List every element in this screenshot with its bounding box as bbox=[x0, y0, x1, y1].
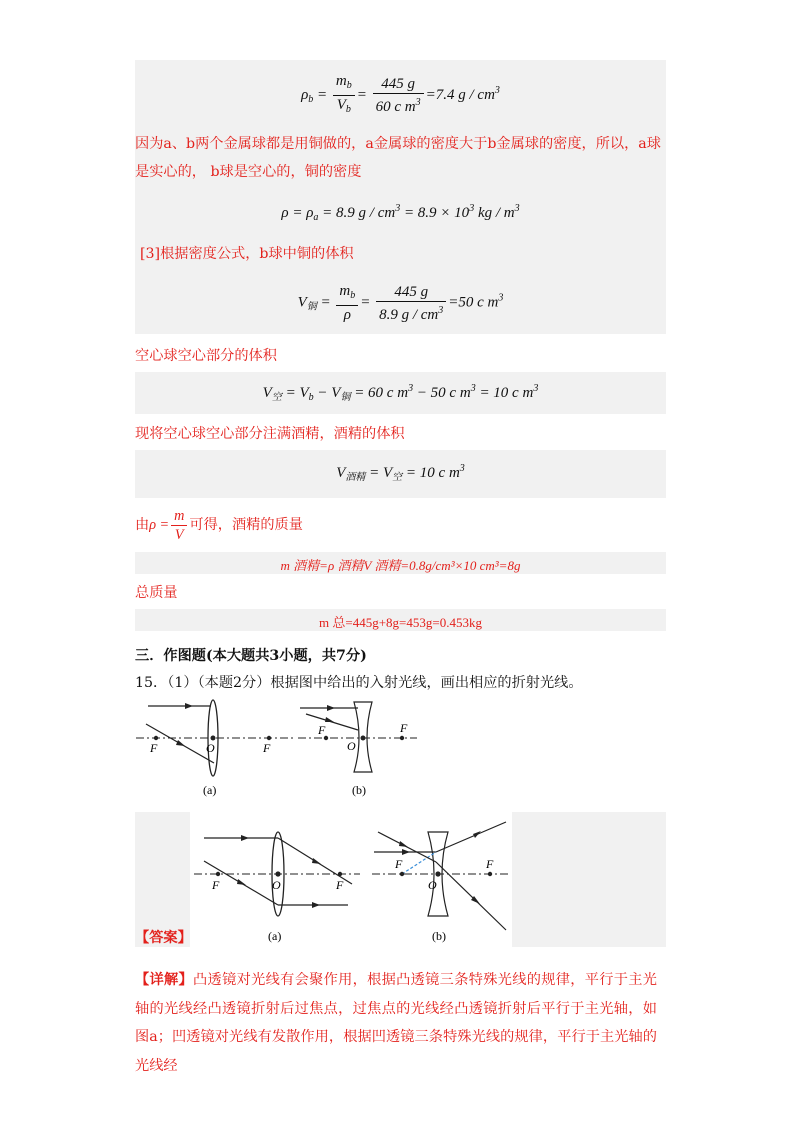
svg-text:F: F bbox=[212, 878, 220, 892]
svg-text:F: F bbox=[486, 857, 494, 871]
paragraph-alcohol-mass: 由ρ = $\frac{m}{V}$ 可得，酒精的质量 bbox=[135, 507, 303, 543]
svg-text:(b): (b) bbox=[432, 929, 446, 943]
explanation-paragraph bbox=[135, 966, 657, 1080]
formula-hollow-volume: $V_空 = V_b - V_铜 = 60$ c $m^3 - 50$ c $m^3 = 10$ c $m^3$ bbox=[262, 383, 539, 403]
svg-text:F: F bbox=[395, 857, 403, 871]
svg-text:O: O bbox=[272, 878, 281, 892]
question-figure-concave bbox=[292, 696, 422, 800]
answer-figure bbox=[190, 812, 512, 947]
paragraph-volume-intro: [3]根据密度公式，b球中铜的体积 bbox=[140, 246, 354, 262]
svg-text:(b): (b) bbox=[352, 783, 366, 797]
question-figure-convex bbox=[130, 696, 300, 800]
svg-text:F: F bbox=[150, 741, 158, 755]
explanation-label: 【详解】 bbox=[135, 972, 194, 988]
svg-text:O: O bbox=[206, 741, 215, 755]
formula-copper-density: $\rho = \rho_a = 8.9$ $g / cm^3 = 8.9 \times 10^3$ kg / $m^3$ bbox=[281, 203, 520, 223]
svg-text:F: F bbox=[263, 741, 271, 755]
formula-total-mass: m 总=445g+8g=453g=0.453kg bbox=[319, 615, 482, 630]
paragraph-total-mass: 总质量 bbox=[135, 585, 178, 601]
formula-density-b: $\rho_b$ = $\frac{m_b}{V_b}$ = $\frac{445 g}{60 c m^3}$ =7.4 g / $cm^3$ bbox=[301, 73, 500, 115]
paragraph-alcohol-volume: 现将空心球空心部分注满酒精，酒精的体积 bbox=[135, 426, 405, 442]
svg-text:O: O bbox=[347, 739, 356, 753]
svg-text:F: F bbox=[400, 721, 408, 735]
paragraph-conclusion: 因为a、b两个金属球都是用铜做的，a金属球的密度大于b金属球的密度，所以，a球是实心的， b球是空心的，铜的密度 bbox=[135, 136, 661, 180]
svg-text:F: F bbox=[318, 723, 326, 737]
svg-text:O: O bbox=[428, 878, 437, 892]
paragraph-hollow-volume: 空心球空心部分的体积 bbox=[135, 348, 277, 364]
svg-text:F: F bbox=[336, 878, 344, 892]
formula-alcohol-volume: $V_{酒精} = V_空 = 10$ c $m^3$ bbox=[336, 463, 465, 483]
svg-text:(a): (a) bbox=[203, 783, 217, 797]
question-15: 15．（1）（本题2分）根据图中给出的入射光线，画出相应的折射光线。 bbox=[135, 675, 583, 691]
formula-copper-volume: $V_铜$ = $\frac{m_b}{\rho}$ = $\frac{445 g}{8.9 g / cm^3}$ =50 c $m^3$ bbox=[297, 283, 504, 323]
section-heading: 三．作图题(本大题共3小题，共7分) bbox=[135, 648, 367, 664]
answer-label: 【答案】 bbox=[135, 930, 192, 946]
svg-text:(a): (a) bbox=[268, 929, 282, 943]
formula-alcohol-mass: m 酒精=ρ 酒精V 酒精=0.8g/cm³×10 cm³=8g bbox=[280, 558, 521, 573]
explanation-text: 凸透镜对光线有会聚作用，根据凸透镜三条特殊光线的规律，平行于主光轴的光线经凸透镜折射后过焦点，过焦点的光线经凸透镜折射后平行于主光轴，如图a；凹透镜对光线有发散作用，根据凹透镜三条特殊光线的规律，平行于主光轴的光线经 bbox=[135, 972, 657, 1074]
